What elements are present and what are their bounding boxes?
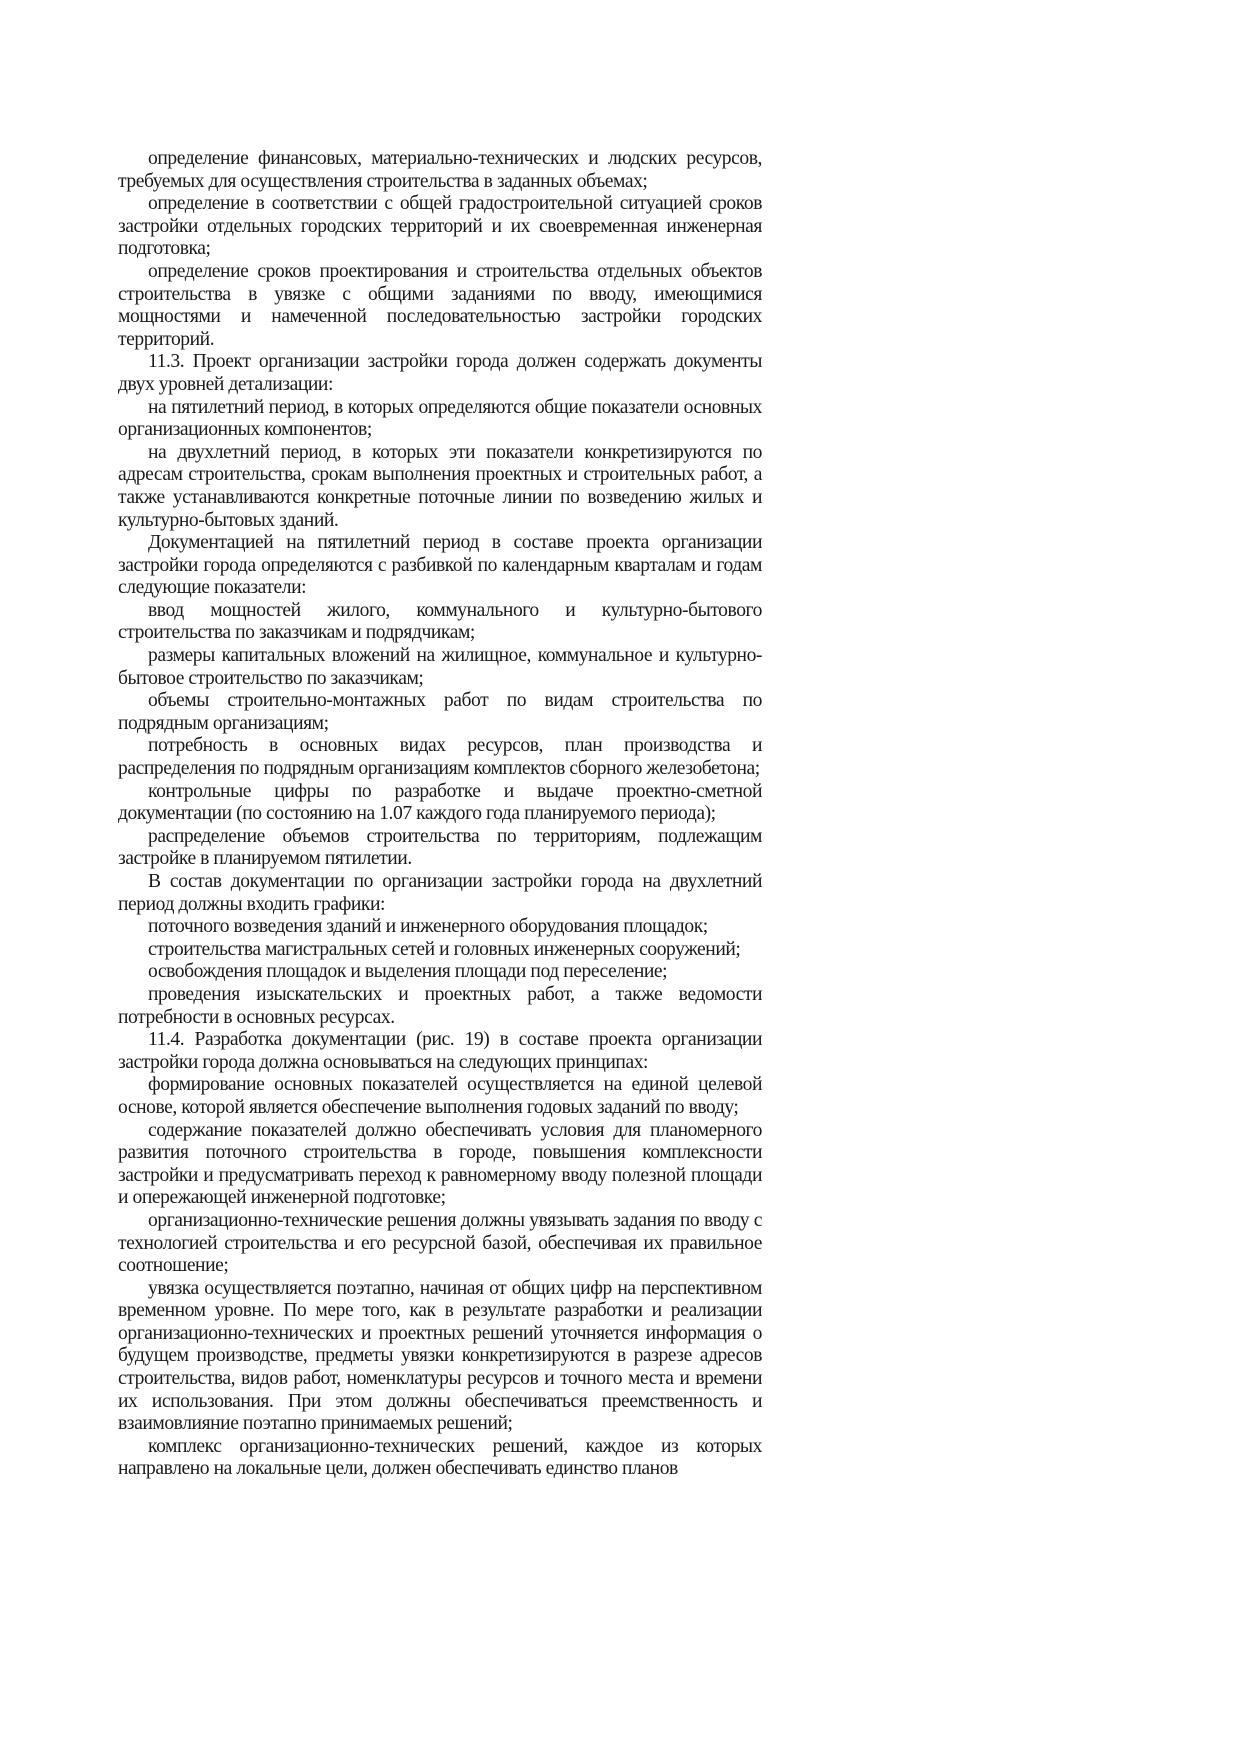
paragraph-two-year-docs: В состав документации по организации застройки города на двухлетний период должны входить графики: [118,871,762,915]
document-page [118,148,762,1481]
paragraph-flow-construction: поточного возведения зданий и инженерного оборудования площадок; [148,916,708,938]
paragraph-indicator-content: содержание показателей должно обеспечивать условия для планомерного развития поточного строительства в городе, повышения комплексности застройки и предусматривать переход к равномерному вводу полезной площади и опережающей инженерной подготовке; [118,1119,762,1209]
paragraph-work-volumes: объемы строительно-монтажных работ по видам строительства по подрядным организациям; [118,690,762,734]
paragraph-five-year-docs: Документацией на пятилетний период в составе проекта организации застройки города определяются с разбивкой по календарным кварталам и годам следующие показатели: [118,532,762,599]
paragraph-main-networks: строительства магистральных сетей и головных инженерных сооружений; [148,938,741,960]
paragraph-capital-investment: размеры капитальных вложений на жилищное, коммунальное и культурно-бытовое строительство по заказчикам; [118,645,762,689]
paragraph-section-11-3: 11.3. Проект организации застройки города должен содержать документы двух уровней детализации: [118,351,762,395]
paragraph-design-terms: определение сроков проектирования и строительства отдельных объектов строительства в увязке с общими заданиями по вводу, имеющимися мощностями и намеченной последовательностью застройки городских территорий. [118,260,762,350]
paragraph-territory-distribution: распределение объемов строительства по территориям, подлежащим застройке в планируемом пятилетии. [118,825,762,870]
paragraph-two-year: на двухлетний период, в которых эти показатели конкретизируются по адресам строительства, срокам выполнения проектных и строительных работ, а также устанавливаются конкретные поточные линии по возведению жилых и культурно-бытовых зданий. [118,441,762,531]
paragraph-five-year: на пятилетний период, в которых определяются общие показатели основных организационных компонентов; [118,396,762,441]
paragraph-decision-complex: комплекс организационно-технических решений, каждое из которых направлено на локальные цели, должен обеспечивать единство планов [118,1435,762,1480]
paragraph-org-tech-decisions: организационно-технические решения должны увязывать задания по вводу с технологией строительства и его ресурсной базой, обеспечивая их правильное соотношение; [118,1209,762,1277]
paragraph-staged-linkage: увязка осуществляется поэтапно, начиная от общих цифр на перспективном временном уровне. По мере того, как в результате разработки и реализации организационно-технических и проектных решений уточняется информация о будущем производстве, предметы увязки конкретизируются в разрезе адресов строительства, видов работ, номенклатуры ресурсов и точного места и времени их использования. При этом должны обеспечиваться преемственность и взаимовлияние поэтапно принимаемых решений; [118,1277,762,1435]
paragraph-site-clearing: освобождения площадок и выделения площади под переселение; [148,961,668,983]
paragraph-resources: определение финансовых, материально-технических и людских ресурсов, требуемых для осуществления строительства в заданных объемах; [118,148,762,192]
paragraph-build-terms: определение в соответствии с общей градостроительной ситуацией сроков застройки отдельных городских территорий и их своевременная инженерная подготовка; [118,193,762,260]
paragraph-resource-needs: потребность в основных видах ресурсов, план производства и распределения по подрядным организациям комплектов сборного железобетона; [118,735,762,780]
paragraph-control-figures: контрольные цифры по разработке и выдаче проектно-сметной документации (по состоянию на 1.07 каждого года планируемого периода); [118,780,762,825]
paragraph-target-basis: формирование основных показателей осуществляется на единой целевой основе, которой является обеспечение выполнения годовых заданий по вводу; [118,1074,762,1118]
paragraph-capacity-input: ввод мощностей жилого, коммунального и культурно-бытового строительства по заказчикам и подрядчикам; [118,599,762,644]
paragraph-survey-works: проведения изыскательских и проектных работ, а также ведомости потребности в основных ресурсах. [118,983,762,1028]
paragraph-section-11-4: 11.4. Разработка документации (рис. 19) в составе проекта организации застройки города должна основываться на следующих принципах: [118,1029,762,1073]
